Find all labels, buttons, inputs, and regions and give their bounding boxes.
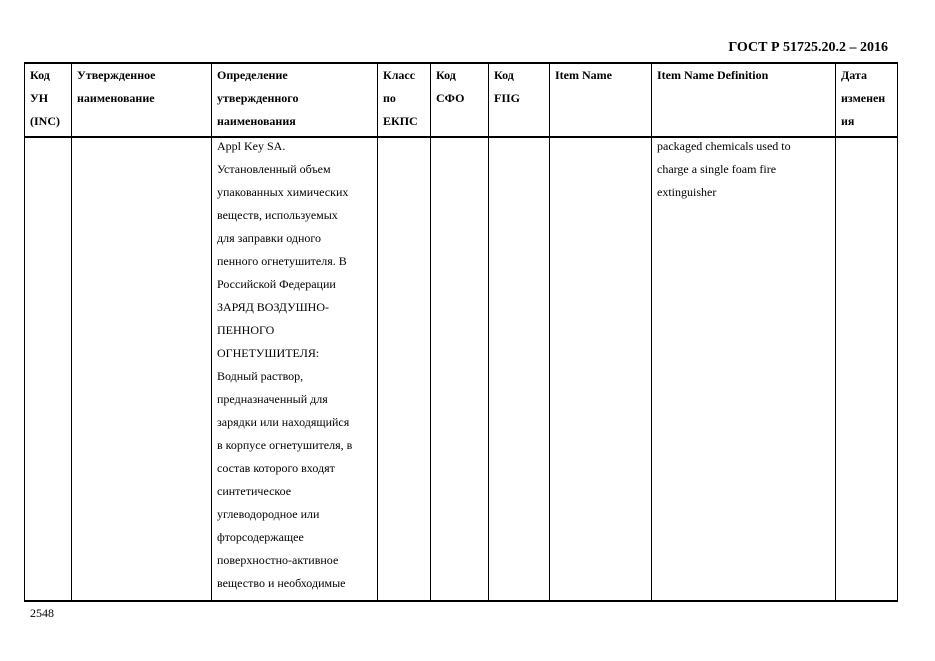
nomenclature-table xyxy=(24,62,898,602)
text-line: Установленный объем xyxy=(217,162,331,176)
cell-definition xyxy=(212,137,378,601)
text-line: extinguisher xyxy=(657,185,717,199)
cell-approved-name xyxy=(72,137,212,601)
cell-sfo-code xyxy=(431,137,489,601)
header-row xyxy=(25,63,898,137)
column-header-ekps-class: Класс по ЕКПС xyxy=(378,63,431,137)
page-number: 2548 xyxy=(30,606,54,620)
text-line: зарядки или находящийся xyxy=(217,415,350,429)
text-line: состав которого входят xyxy=(217,461,335,475)
column-header-approved-name: Утвержденное наименование xyxy=(72,63,212,137)
text-line: Appl Key SA. xyxy=(217,139,286,153)
text-line: упакованных химических xyxy=(217,185,349,199)
text-line: углеводородное или xyxy=(217,507,320,521)
cell-inc-code xyxy=(25,137,72,601)
text-line: поверхностно-активное xyxy=(217,553,339,567)
text-line: пенного огнетушителя. В xyxy=(217,254,347,268)
text-line: Российской Федерации xyxy=(217,277,336,291)
cell-ekps-class xyxy=(378,137,431,601)
cell-fiig-code xyxy=(489,137,550,601)
document-title: ГОСТ Р 51725.20.2 – 2016 xyxy=(728,40,888,55)
text-line: Водный раствор, xyxy=(217,369,304,383)
text-line: веществ, используемых xyxy=(217,208,338,222)
text-line: в корпусе огнетушителя, в xyxy=(217,438,353,452)
column-header-item-name: Item Name xyxy=(550,63,652,137)
text-line: ОГНЕТУШИТЕЛЯ: xyxy=(217,346,320,360)
text-line: предназначенный для xyxy=(217,392,328,406)
column-header-sfo-code: Код СФО xyxy=(431,63,489,137)
cell-item-name xyxy=(550,137,652,601)
text-line: вещество и необходимые xyxy=(217,576,346,590)
cell-item-name-definition xyxy=(652,137,836,601)
column-header-item-name-definition: Item Name Definition xyxy=(652,63,836,137)
definition-text xyxy=(212,135,377,595)
text-line: packaged chemicals used to xyxy=(657,139,791,153)
item-name-definition-text xyxy=(652,135,835,204)
table-row xyxy=(25,137,898,601)
text-line: ЗАРЯД ВОЗДУШНО- xyxy=(217,300,329,314)
cell-change-date xyxy=(836,137,898,601)
text-line: ПЕННОГО xyxy=(217,323,275,337)
text-line: синтетическое xyxy=(217,484,292,498)
column-header-change-date: Дата изменен ия xyxy=(836,63,898,137)
text-line: для заправки одного xyxy=(217,231,321,245)
text-line: charge a single foam fire xyxy=(657,162,777,176)
text-line: фторсодержащее xyxy=(217,530,304,544)
column-header-fiig-code: Код FIIG xyxy=(489,63,550,137)
column-header-definition: Определение утвержденного наименования xyxy=(212,63,378,137)
column-header-inc-code: Код УН (INC) xyxy=(25,63,72,137)
